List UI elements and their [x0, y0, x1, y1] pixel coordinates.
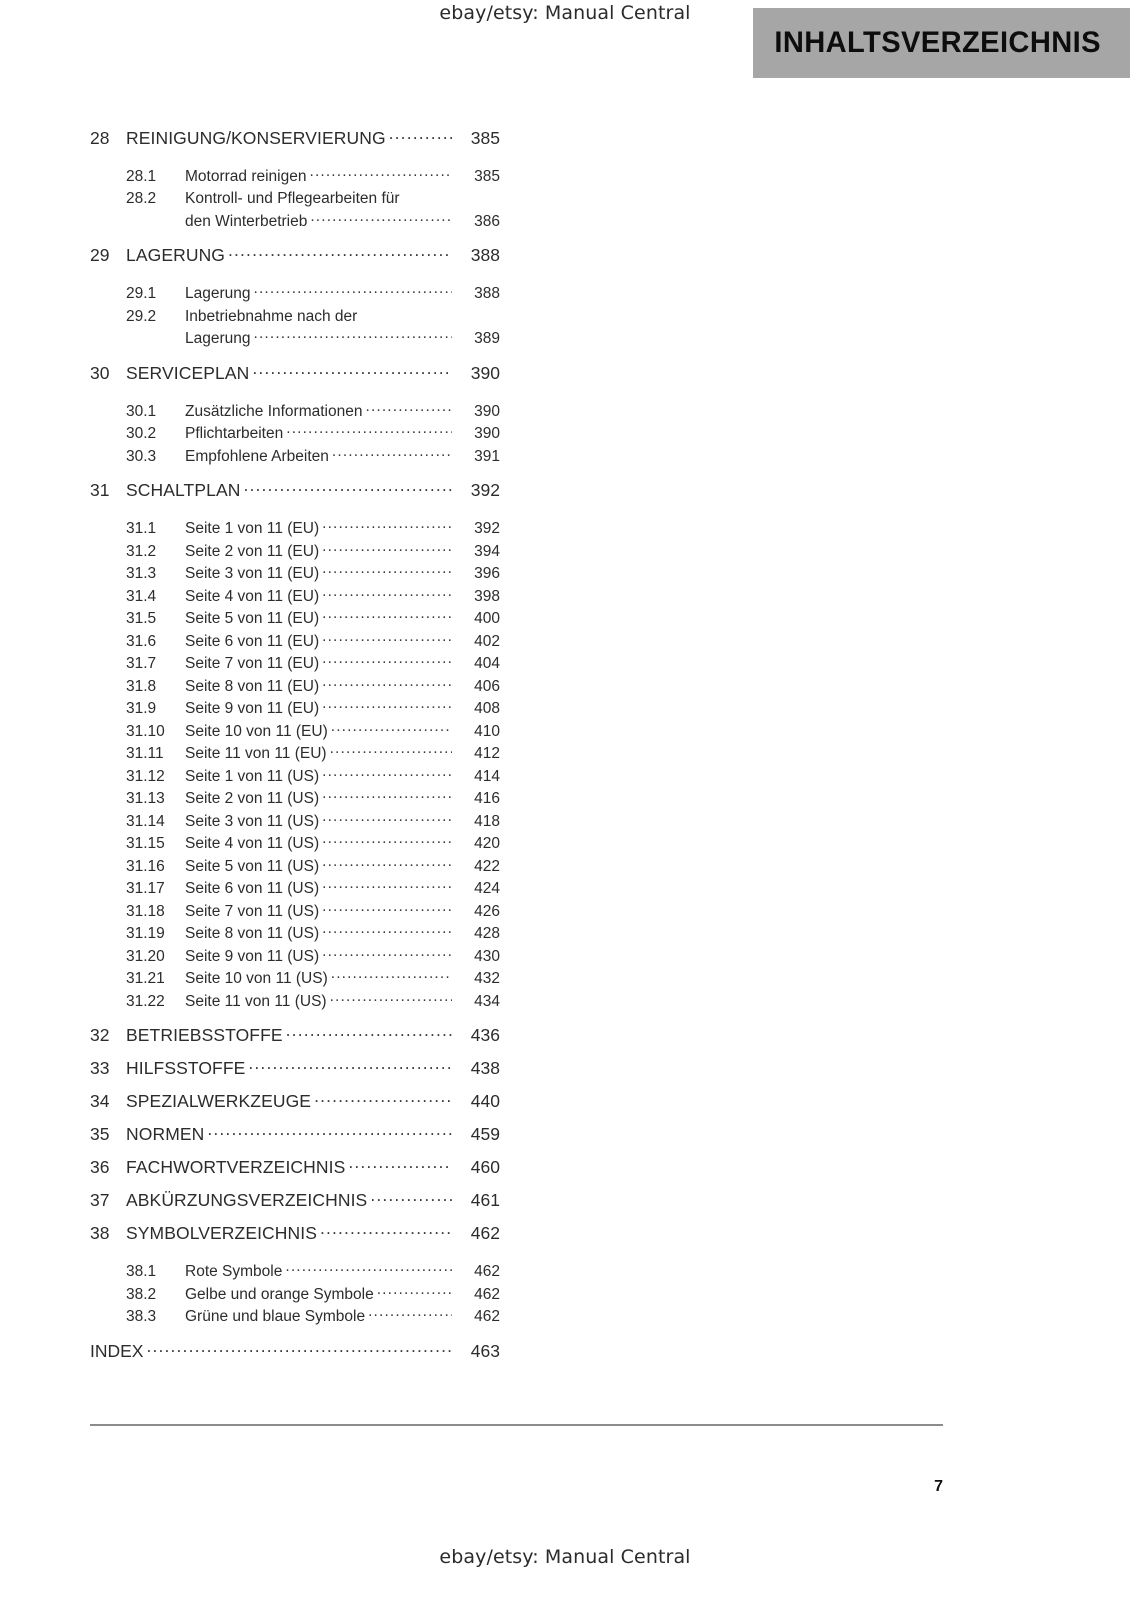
toc-entry-title: Seite 9 von 11 (EU)	[185, 700, 320, 717]
toc-entry-page: 462	[474, 1263, 500, 1280]
toc-entry-page: 390	[470, 362, 500, 383]
toc-leader-dots	[322, 788, 452, 804]
toc-leader-dots	[285, 1261, 452, 1277]
toc-entry-number: 31.6	[126, 632, 157, 650]
toc-entry-page: 404	[474, 655, 500, 672]
toc-entry-page: 422	[474, 857, 500, 875]
toc-entry-page: 392	[474, 520, 500, 537]
toc-entry-title: Lagerung	[185, 285, 251, 302]
toc-entry-number: 38	[90, 1223, 110, 1243]
toc-entry-title: Seite 1 von 11 (EU)	[185, 520, 320, 537]
toc-entry-title: Seite 4 von 11 (US)	[185, 835, 320, 852]
toc-entry[interactable]	[90, 1306, 510, 1329]
toc-leader-dots	[254, 283, 452, 299]
toc-entry-page: 420	[474, 835, 500, 852]
toc-entry-title: Rote Symbole	[185, 1263, 283, 1280]
toc-leader-dots	[322, 878, 452, 894]
toc-entry-title: Gelbe und orange Symbole	[185, 1285, 374, 1303]
toc-entry-number: 31.10	[126, 722, 165, 740]
toc-entry-number: 30.1	[126, 402, 157, 420]
toc-entry[interactable]	[90, 1024, 510, 1057]
toc-leader-dots	[320, 1222, 452, 1240]
footer-divider	[90, 1424, 943, 1426]
toc-entry-number: 30	[90, 362, 110, 383]
toc-entry-title: FACHWORTVERZEICHNIS	[126, 1157, 346, 1177]
toc-entry-page: 463	[470, 1340, 500, 1361]
toc-entry[interactable]	[90, 810, 510, 833]
toc-entry[interactable]	[90, 518, 510, 541]
toc-leader-dots	[322, 675, 452, 691]
toc-entry-page: 406	[474, 677, 500, 695]
toc-leader-dots	[252, 361, 452, 379]
toc-leader-dots	[254, 328, 452, 344]
toc-entry-title: Seite 2 von 11 (US)	[185, 790, 320, 807]
toc-entry-number: 31.22	[126, 992, 165, 1010]
toc-leader-dots	[322, 945, 452, 961]
toc-leader-dots	[286, 1024, 452, 1042]
toc-entry-title: den Winterbetrieb	[185, 212, 308, 230]
toc-entry-number: 31.14	[126, 812, 165, 830]
toc-entry[interactable]	[90, 1057, 510, 1090]
toc-entry[interactable]	[90, 1261, 510, 1284]
toc-entry-number: 31.5	[126, 610, 157, 627]
toc-entry[interactable]	[90, 743, 510, 766]
toc-entry-number: 31.8	[126, 677, 157, 695]
toc-entry-page: 461	[470, 1190, 500, 1210]
toc-entry-page: 434	[474, 992, 500, 1010]
toc-entry-page: 389	[474, 330, 500, 347]
toc-leader-dots	[322, 518, 452, 534]
toc-entry-title: NORMEN	[126, 1124, 205, 1144]
toc-entry[interactable]	[90, 900, 510, 923]
toc-entry-number: 31.17	[126, 880, 165, 897]
toc-entry-page: 426	[474, 902, 500, 920]
toc-leader-dots	[310, 210, 452, 226]
toc-entry-title: Grüne und blaue Symbole	[185, 1308, 366, 1325]
toc-group-spacer	[90, 350, 510, 361]
toc-entry[interactable]	[90, 945, 510, 968]
toc-entry-title: Seite 6 von 11 (US)	[185, 880, 320, 897]
toc-entry-page: 414	[474, 767, 500, 785]
toc-entry-page: 418	[474, 812, 500, 830]
toc-entry-page: 400	[474, 610, 500, 627]
toc-entry-title: Seite 7 von 11 (US)	[185, 902, 320, 920]
toc-entry-number: 30.2	[126, 425, 157, 442]
toc-entry-title: Seite 11 von 11 (EU)	[185, 745, 327, 762]
toc-entry-number: 31.7	[126, 655, 157, 672]
toc-leader-dots	[207, 1123, 452, 1141]
toc-entry-page: 438	[470, 1058, 500, 1078]
toc-entry-page: 436	[470, 1025, 500, 1045]
toc-leader-dots	[322, 833, 452, 849]
toc-entry[interactable]	[90, 675, 510, 698]
toc-entry[interactable]	[90, 990, 510, 1013]
toc-entry[interactable]	[90, 563, 510, 586]
toc-entry-number: 34	[90, 1091, 110, 1111]
toc-entry-page: 462	[474, 1285, 500, 1303]
toc-entry-number: 38.1	[126, 1263, 157, 1280]
toc-entry-page: 424	[474, 880, 500, 897]
toc-entry-number: 31	[90, 480, 110, 500]
toc-entry-page: 390	[474, 402, 500, 420]
toc-leader-dots	[243, 479, 452, 497]
toc-group-spacer	[90, 233, 510, 244]
toc-entry-title: Seite 10 von 11 (EU)	[185, 722, 328, 740]
toc-entry[interactable]	[90, 923, 510, 946]
toc-entry-number: 28.1	[126, 167, 157, 185]
toc-entry-title: Seite 8 von 11 (EU)	[185, 677, 320, 695]
toc-entry[interactable]	[90, 585, 510, 608]
toc-entry-number: 31.13	[126, 790, 165, 807]
toc-entry[interactable]	[90, 328, 510, 351]
toc-leader-dots	[322, 540, 452, 556]
toc-entry[interactable]	[90, 165, 510, 188]
toc-entry-number: 35	[90, 1124, 110, 1144]
toc-entry-number: 31.20	[126, 947, 165, 965]
toc-entry-title: Seite 10 von 11 (US)	[185, 970, 328, 987]
toc-leader-dots	[228, 244, 452, 262]
toc-leader-dots	[331, 720, 452, 736]
header-banner	[753, 8, 1130, 78]
toc-entry[interactable]	[90, 968, 510, 991]
toc-entry-number: 29.1	[126, 285, 157, 302]
toc-leader-dots	[286, 423, 452, 439]
toc-entry[interactable]	[90, 283, 510, 306]
watermark-top: ebay/etsy: Manual Central	[439, 2, 691, 24]
toc-entry-page: 416	[474, 790, 500, 807]
toc-entry-title: SCHALTPLAN	[126, 480, 241, 500]
toc-entry-page: 412	[474, 745, 500, 762]
toc-entry-number: 31.2	[126, 542, 157, 560]
toc-entry-number: 37	[90, 1190, 110, 1210]
toc-entry-title: LAGERUNG	[126, 245, 226, 265]
toc-entry[interactable]	[90, 698, 510, 721]
toc-entry-number: 31.3	[126, 565, 157, 582]
toc-entry[interactable]	[90, 833, 510, 856]
toc-entry[interactable]	[90, 1222, 510, 1255]
toc-entry-page: 386	[474, 212, 500, 230]
toc-entry-title: Motorrad reinigen	[185, 167, 307, 185]
toc-leader-dots	[322, 765, 452, 781]
toc-entry-number: 33	[90, 1058, 110, 1078]
toc-group-spacer	[90, 1013, 510, 1024]
toc-entry-number: 29.2	[126, 307, 157, 325]
toc-entry-title: BETRIEBSSTOFFE	[126, 1025, 283, 1045]
toc-leader-dots	[322, 698, 452, 714]
toc-leader-dots	[322, 630, 452, 646]
toc-entry-page: 460	[470, 1157, 500, 1177]
toc-entry[interactable]	[90, 1156, 510, 1189]
toc-entry-page: 440	[470, 1091, 500, 1111]
toc-entry-title: Seite 11 von 11 (US)	[185, 992, 327, 1010]
toc-entry-page: 430	[474, 947, 500, 965]
toc-entry-title: HILFSSTOFFE	[126, 1058, 246, 1078]
toc-leader-dots	[322, 810, 452, 826]
watermark-bottom: ebay/etsy: Manual Central	[439, 1546, 691, 1568]
toc-entry-number: 31.9	[126, 700, 157, 717]
toc-entry-page: 402	[474, 632, 500, 650]
toc-entry[interactable]	[90, 630, 510, 653]
toc-entry[interactable]	[90, 423, 510, 446]
toc-leader-dots	[370, 1189, 452, 1207]
toc-entry[interactable]	[90, 765, 510, 788]
toc-entry[interactable]	[90, 445, 510, 468]
toc-leader-dots	[322, 585, 452, 601]
toc-entry-number: 28.2	[126, 190, 157, 207]
toc-entry-page: 462	[470, 1223, 500, 1243]
toc-leader-dots	[348, 1156, 452, 1174]
toc-entry[interactable]	[90, 126, 510, 159]
toc-leader-dots	[322, 900, 452, 916]
toc-entry-title: Seite 8 von 11 (US)	[185, 925, 320, 942]
toc-leader-dots	[309, 165, 452, 181]
toc-entry-page: 391	[474, 447, 500, 465]
toc-entry-number: 36	[90, 1157, 110, 1177]
toc-entry-title: SYMBOLVERZEICHNIS	[126, 1223, 317, 1243]
toc-entry-page: 396	[474, 565, 500, 582]
toc-entry-title: Empfohlene Arbeiten	[185, 447, 329, 465]
toc-entry[interactable]	[90, 540, 510, 563]
toc-entry-number: 31.21	[126, 970, 165, 987]
toc-entry[interactable]	[90, 1189, 510, 1222]
toc-entry[interactable]	[90, 855, 510, 878]
toc-leader-dots	[322, 653, 452, 669]
toc-entry[interactable]	[90, 188, 510, 211]
toc-entry-number: 38.2	[126, 1285, 157, 1303]
toc-entry-number: 31.16	[126, 857, 165, 875]
toc-entry-title: Seite 5 von 11 (EU)	[185, 610, 320, 627]
toc-entry[interactable]	[90, 305, 510, 328]
toc-entry-page: 390	[474, 425, 500, 442]
toc-entry[interactable]	[90, 1123, 510, 1156]
toc-entry-title: SPEZIALWERKZEUGE	[126, 1091, 312, 1111]
toc-entry-title: INDEX	[90, 1340, 144, 1361]
toc-leader-dots	[377, 1283, 452, 1299]
toc-entry-title: Seite 5 von 11 (US)	[185, 857, 320, 875]
toc-entry[interactable]	[90, 479, 510, 512]
toc-entry-page: 410	[474, 722, 500, 740]
toc-leader-dots	[330, 743, 452, 759]
toc-entry-title: SERVICEPLAN	[126, 362, 250, 383]
toc-entry-number: 31.11	[126, 745, 164, 762]
toc-entry-page: 432	[474, 970, 500, 987]
page-title: INHALTSVERZEICHNIS	[774, 26, 1101, 59]
toc-entry[interactable]	[90, 210, 510, 233]
toc-leader-dots	[322, 563, 452, 579]
toc-leader-dots	[368, 1306, 452, 1322]
toc-entry-page: 394	[474, 542, 500, 560]
toc-entry[interactable]	[90, 608, 510, 631]
toc-entry-number: 31.1	[126, 520, 157, 537]
toc-entry[interactable]	[90, 400, 510, 423]
toc-leader-dots	[322, 608, 452, 624]
toc-entry[interactable]	[90, 244, 510, 277]
toc-entry[interactable]	[90, 1283, 510, 1306]
toc-entry-title: Pflichtarbeiten	[185, 425, 284, 442]
toc-entry-title: Seite 2 von 11 (EU)	[185, 542, 320, 560]
toc-entry-title: ABKÜRZUNGSVERZEICHNIS	[126, 1190, 368, 1210]
toc-entry-number: 28	[90, 127, 110, 148]
toc-entry[interactable]	[90, 361, 510, 394]
toc-leader-dots	[365, 400, 452, 416]
toc-entry-title: Seite 7 von 11 (EU)	[185, 655, 320, 672]
toc-entry-number: 29	[90, 245, 110, 265]
table-of-contents	[90, 126, 510, 1372]
toc-entry[interactable]	[90, 1339, 510, 1372]
toc-entry-title: Seite 4 von 11 (EU)	[185, 587, 320, 605]
toc-entry-title: Kontroll- und Pflegearbeiten für	[185, 190, 400, 207]
toc-leader-dots	[322, 923, 452, 939]
toc-entry-title: Seite 3 von 11 (EU)	[185, 565, 320, 582]
toc-leader-dots	[389, 126, 452, 144]
toc-group-spacer	[90, 468, 510, 479]
toc-group-spacer	[90, 1328, 510, 1339]
toc-entry-page: 388	[474, 285, 500, 302]
toc-entry-title: Seite 6 von 11 (EU)	[185, 632, 320, 650]
toc-entry[interactable]	[90, 788, 510, 811]
toc-entry-title: REINIGUNG/KONSERVIERUNG	[126, 127, 386, 148]
toc-entry[interactable]	[90, 720, 510, 743]
toc-entry-number: 31.18	[126, 902, 165, 920]
toc-entry-number: 38.3	[126, 1308, 157, 1325]
toc-entry-page: 388	[470, 245, 500, 265]
toc-leader-dots	[314, 1090, 452, 1108]
toc-entry-page: 462	[474, 1308, 500, 1325]
toc-leader-dots	[248, 1057, 452, 1075]
toc-entry-title: Seite 1 von 11 (US)	[185, 767, 320, 785]
toc-entry-page: 385	[470, 127, 500, 148]
toc-entry-number: 31.19	[126, 925, 165, 942]
toc-leader-dots	[330, 990, 452, 1006]
toc-leader-dots	[331, 968, 452, 984]
toc-entry-page: 428	[474, 925, 500, 942]
toc-entry-page: 408	[474, 700, 500, 717]
toc-leader-dots	[146, 1339, 452, 1357]
toc-entry-title: Lagerung	[185, 330, 251, 347]
toc-entry[interactable]	[90, 653, 510, 676]
toc-entry-page: 398	[474, 587, 500, 605]
toc-entry-number: 31.12	[126, 767, 165, 785]
toc-entry-page: 392	[470, 480, 500, 500]
toc-entry-title: Seite 9 von 11 (US)	[185, 947, 320, 965]
toc-entry[interactable]	[90, 1090, 510, 1123]
toc-entry-title: Seite 3 von 11 (US)	[185, 812, 320, 830]
toc-entry-page: 385	[474, 167, 500, 185]
toc-entry-number: 31.4	[126, 587, 157, 605]
toc-entry-number: 31.15	[126, 835, 165, 852]
toc-entry[interactable]	[90, 878, 510, 901]
toc-entry-number: 30.3	[126, 447, 157, 465]
toc-leader-dots	[322, 855, 452, 871]
toc-entry-number: 32	[90, 1025, 110, 1045]
toc-entry-title: Zusätzliche Informationen	[185, 402, 363, 420]
footer-page-number: 7	[934, 1478, 943, 1495]
toc-entry-title: Inbetriebnahme nach der	[185, 307, 358, 325]
toc-leader-dots	[332, 445, 452, 461]
toc-entry-page: 459	[470, 1124, 500, 1144]
